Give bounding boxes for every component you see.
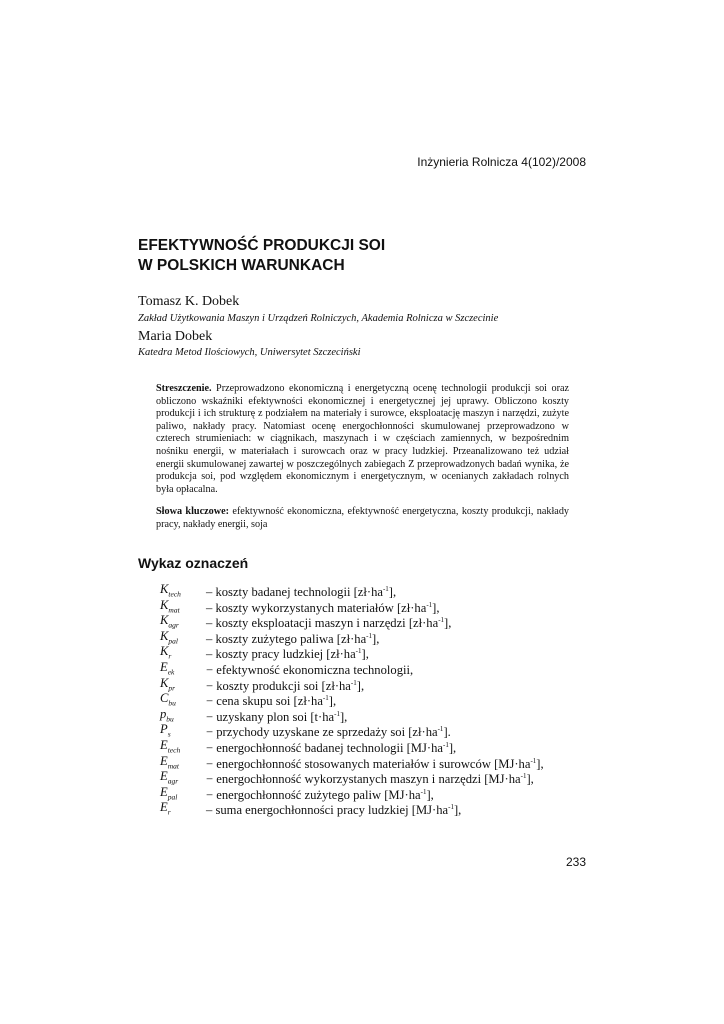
- symbol-definition: – koszty wykorzystanych materiałów $[zł\cdot ha^{-1}]$,: [206, 600, 440, 615]
- nomenclature-row: [160, 629, 580, 645]
- nomenclature-row: [160, 598, 580, 614]
- author-affiliation: Zakład Użytkowania Maszyn i Urządzeń Rolniczych, Akademia Rolnicza w Szczecinie: [138, 313, 499, 324]
- nomenclature-row: [160, 613, 580, 629]
- abstract: [156, 383, 569, 496]
- symbol: $K_{tech}$: [160, 582, 181, 599]
- page-number: 233: [565, 855, 586, 869]
- nomenclature-row: [160, 785, 580, 801]
- abstract-text: Przeprowadzono ekonomiczną i energetyczną ocenę technologii produkcji soi oraz obliczono wskaźniki efektywności ekonomicznej i energetycznej jej uprawy. Obliczono koszty produkcji i ich strukturę z podziałem na materiały i surowce, eksploatację maszyn i narzędzi, zużyte paliwo, nakłady pracy. Natomiast ocenę energochłonności skumulowanej przeprowadzono w czterech strumieniach: w ciągnikach, maszynach i w częściach zamiennych, w bezpośrednim nośniku energii, w materiałach i surowcach oraz w pracy ludzkiej. Przeanalizowano też udział energii skumulowanej zawartej w poszczególnych zabiegach Z przeprowadzonych badań wynika, że produkcja soi, pod względem ekonomicznym i energetycznym, w ocenianych zakładach rolnych była opłacalna.: [156, 383, 569, 495]
- symbol-definition: − energochłonność badanej technologii $[MJ\cdot ha^{-1}]$,: [206, 740, 457, 756]
- nomenclature-row: [160, 582, 580, 598]
- section-heading: Wykaz oznaczeń: [138, 555, 249, 571]
- nomenclature-row: [160, 644, 580, 660]
- author-affiliation: Katedra Metod Ilościowych, Uniwersytet Szczeciński: [138, 347, 361, 358]
- title-line-1: EFEKTYWNOŚĆ PRODUKCJI SOI: [138, 237, 386, 254]
- symbol: $K_{agr}$: [160, 613, 179, 630]
- nomenclature-row: [160, 769, 580, 785]
- nomenclature-row: [160, 676, 580, 692]
- symbol: $K_r$: [160, 644, 172, 661]
- keywords: [156, 506, 569, 531]
- nomenclature-row: [160, 738, 580, 754]
- symbol-definition: − energochłonność wykorzystanych maszyn i narzędzi $[MJ\cdot ha^{-1}]$,: [206, 772, 534, 787]
- symbol-definition: − koszty produkcji soi $[zł\cdot ha^{-1}]$,: [206, 678, 365, 693]
- symbol-definition: − efektywność ekonomiczna technologii,: [206, 663, 414, 678]
- nomenclature-row: [160, 707, 580, 723]
- keywords-text: efektywność ekonomiczna, efektywność energetyczna, koszty produkcji, nakłady pracy, nakłady energii, soja: [156, 506, 570, 530]
- symbol-definition: – koszty badanej technologii $[zł\cdot ha^{-1}]$,: [206, 585, 397, 600]
- symbol: $p_{bu}$: [160, 706, 174, 724]
- symbol-definition: – koszty zużytego paliwa $[zł\cdot ha^{-1}]$,: [206, 631, 380, 646]
- paper-title: [138, 236, 385, 276]
- symbol-definition: – koszty pracy ludzkiej $[zł\cdot ha^{-1}]$,: [206, 647, 369, 662]
- symbol: $K_{mat}$: [160, 597, 180, 615]
- symbol: $E_{tech}$: [160, 737, 181, 755]
- symbol: $K_{pal}$: [160, 628, 178, 646]
- nomenclature-row: [160, 691, 580, 707]
- symbol: $E_{agr}$: [160, 769, 179, 786]
- symbol: $E_r$: [160, 800, 171, 817]
- nomenclature-row: [160, 800, 580, 816]
- symbol-definition: − cena skupu soi $[zł\cdot ha^{-1}]$,: [206, 694, 337, 709]
- symbol: $E_{pal}$: [160, 784, 178, 802]
- nomenclature-row: [160, 722, 580, 738]
- symbol-definition: − przychody uzyskane ze sprzedaży soi $[zł\cdot ha^{-1}]$.: [206, 725, 451, 740]
- symbol: $P_s$: [160, 722, 171, 739]
- symbol-definition: – suma energochłonności pracy ludzkiej $[MJ\cdot ha^{-1}]$,: [206, 803, 462, 818]
- symbol-definition: – koszty eksploatacji maszyn i narzędzi $[zł\cdot ha^{-1}]$,: [206, 616, 452, 631]
- symbol: $K_{pr}$: [160, 675, 176, 693]
- symbol: $E_{ek}$: [160, 659, 175, 677]
- symbol-definition: − energochłonność stosowanych materiałów i surowców $[MJ\cdot ha^{-1}]$,: [206, 756, 544, 771]
- symbol-definition: − energochłonność zużytego paliw $[MJ\cdot ha^{-1}]$,: [206, 787, 434, 802]
- symbol: $C_{bu}$: [160, 691, 176, 708]
- author-name: Maria Dobek: [138, 329, 213, 344]
- journal-header: Inżynieria Rolnicza 4(102)/2008: [417, 155, 586, 169]
- title-line-2: W POLSKICH WARUNKACH: [138, 257, 345, 274]
- symbol-definition: − uzyskany plon soi $[t\cdot ha^{-1}]$,: [206, 709, 348, 724]
- nomenclature-row: [160, 660, 580, 676]
- author-name: Tomasz K. Dobek: [138, 294, 240, 309]
- keywords-label: Słowa kluczowe:: [156, 506, 229, 517]
- symbol: $E_{mat}$: [160, 753, 179, 771]
- nomenclature-list: [160, 582, 580, 816]
- nomenclature-row: [160, 754, 580, 770]
- abstract-label: Streszczenie.: [156, 383, 212, 394]
